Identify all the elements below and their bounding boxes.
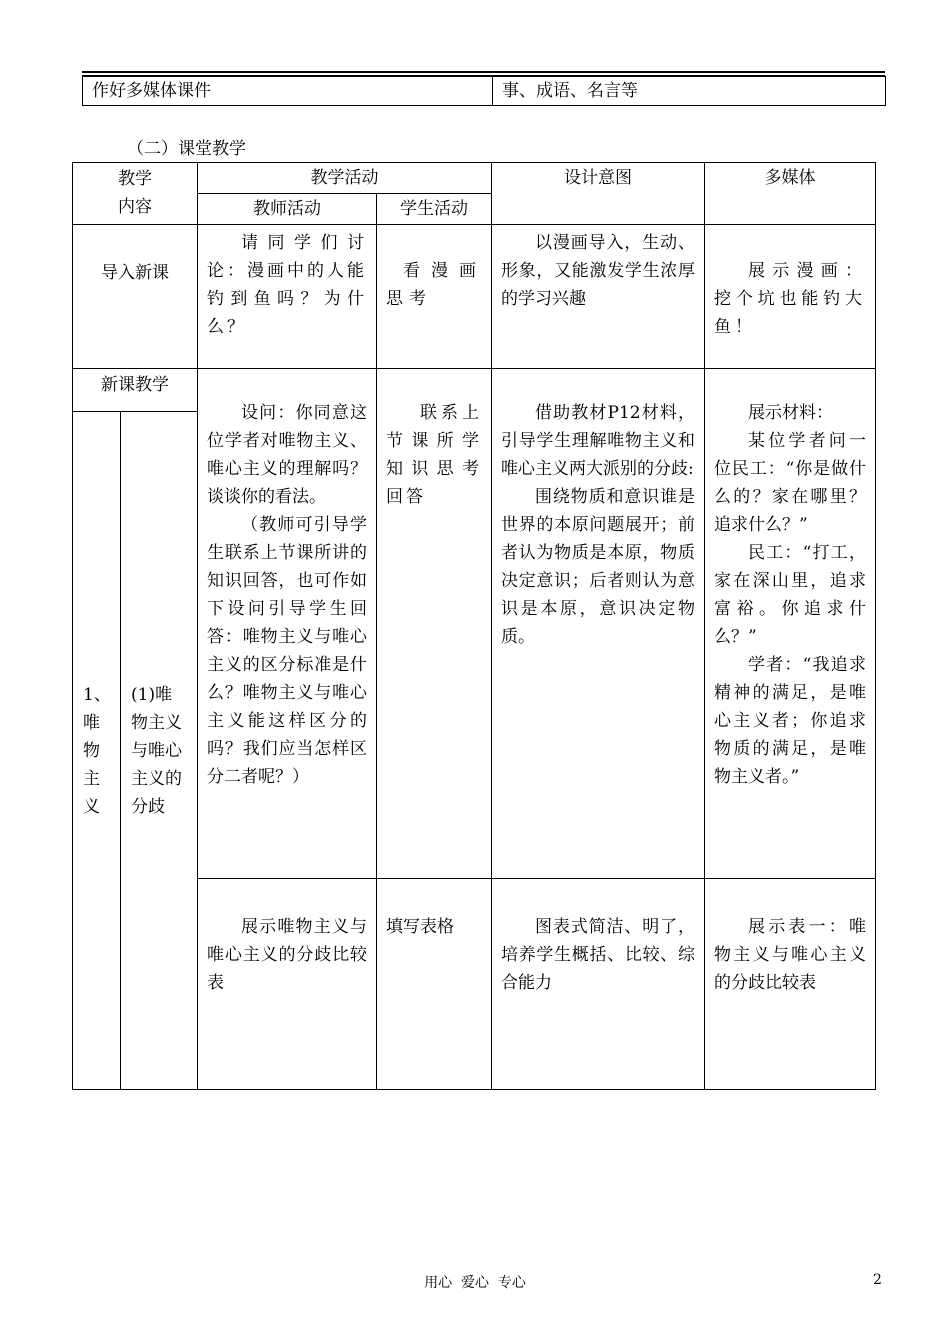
carryover-right-cell: 事、成语、名言等 [493, 77, 886, 106]
header-content-cell [73, 163, 198, 225]
header-student: 学生活动 [377, 194, 492, 225]
row-a-teacher-guidance: （教师可引导学生联系上节课所讲的知识回答，也可作如下设问引导学生回答：唯物主义与唯心主义的区分标准是什么？唯物主义与唯心主义能这样区分的吗？我们应当怎样区分二者呢？） [207, 515, 367, 787]
page-number: 2 [873, 1272, 882, 1288]
intro-media: 展示漫画：挖个坑也能钓大鱼！ [705, 225, 876, 369]
row-a-intent-p1: 借助教材P12材料，引导学生理解唯物主义和唯心主义两大派别的分歧: [501, 403, 695, 479]
row-a-teacher-question: 设问：你同意这位学者对唯物主义、唯心主义的理解吗？谈谈你的看法。 [207, 403, 367, 507]
header-activity: 教学活动 [198, 163, 492, 194]
row-a-media-p3: 民工：“打工，家在深山里，追求富裕。你追求什么？” [714, 543, 866, 647]
subsection-label: (1)唯物主义与唯心主义的分歧 [131, 684, 182, 817]
row-a-media-p2: 某位学者问一位民工：“你是做什么的？家在哪里？追求什么？” [714, 431, 866, 535]
section1-label-cell [73, 412, 121, 1090]
carryover-row [83, 77, 886, 106]
section1-label: 1、唯物主义 [83, 684, 111, 817]
row-b-media: 展示表一：唯物主义与唯心主义的分歧比较表 [705, 879, 876, 1090]
row-b-intent: 图表式简洁、明了，培养学生概括、比较、综合能力 [492, 879, 705, 1090]
header-content-line2: 内容 [118, 197, 152, 217]
row-a-student: 联系上节课所学知识思考回答 [377, 369, 492, 879]
row-a-media-p4: 学者：“我追求精神的满足，是唯心主义者；你追求物质的满足，是唯物主义者。” [714, 655, 866, 787]
intro-intent: 以漫画导入，生动、形象，又能激发学生浓厚的学习兴趣 [492, 225, 705, 369]
row-a-media [705, 369, 876, 879]
subsection-label-cell [121, 412, 198, 1090]
row-b-student: 填写表格 [377, 879, 492, 1090]
intro-teacher: 请同学们讨论：漫画中的人能钓到鱼吗？为什么？ [198, 225, 377, 369]
lesson-table [72, 162, 876, 1090]
newlesson-label: 新课教学 [73, 369, 198, 412]
header-content-line1: 教学 [118, 169, 152, 189]
intro-student: 看漫画思考 [377, 225, 492, 369]
header-media: 多媒体 [705, 163, 876, 225]
row-a-intent [492, 369, 705, 879]
section-title: （二）课堂教学 [127, 139, 246, 159]
row-a-intent-p2: 围绕物质和意识谁是世界的本原问题展开；前者认为物质是本原，物质决定意识；后者则认为意识是本原，意识决定物质。 [501, 487, 695, 647]
carryover-left-cell: 作好多媒体课件 [83, 77, 493, 106]
footer-text: 用心 爱心 专心 [424, 1275, 526, 1291]
intro-content: 导入新课 [73, 225, 198, 369]
carryover-table [82, 76, 886, 106]
row-a-media-p1: 展示材料： [748, 403, 833, 423]
top-rule [82, 71, 885, 73]
header-teacher: 教师活动 [198, 194, 377, 225]
header-intent: 设计意图 [492, 163, 705, 225]
row-b-teacher: 展示唯物主义与唯心主义的分歧比较表 [198, 879, 377, 1090]
row-a-teacher [198, 369, 377, 879]
